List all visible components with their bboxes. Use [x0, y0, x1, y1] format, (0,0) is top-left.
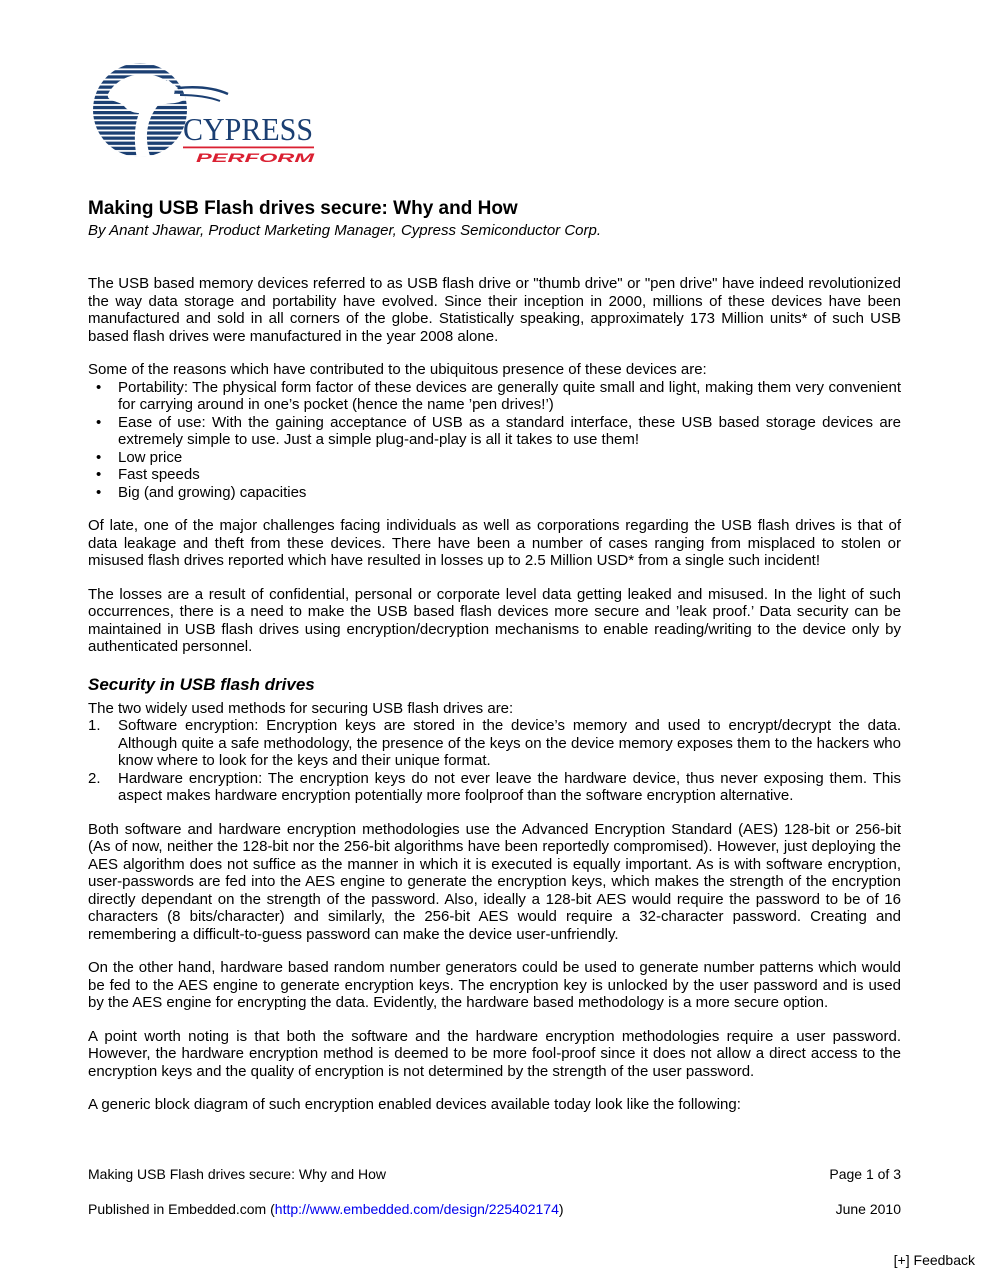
byline: By Anant Jhawar, Product Marketing Manager, Cypress Semiconductor Corp.: [88, 222, 602, 239]
list-item: [88, 379, 901, 414]
bullet-icon: •: [96, 413, 102, 431]
page-title: Making USB Flash drives secure: Why and How: [88, 198, 518, 219]
paragraph-block-diagram-lead: A generic block diagram of such encryption enabled devices available today look like the following:: [88, 1096, 741, 1113]
list-item: [88, 449, 901, 467]
footer-published-row: [88, 1201, 901, 1218]
reasons-intro: Some of the reasons which have contributed to the ubiquitous presence of these devices are:: [88, 361, 707, 378]
list-item-text: Portability: The physical form factor of these devices are generally quite small and light, making them very convenient for carrying around in one’s pocket (hence the name ’pen drives!’): [118, 378, 901, 413]
cypress-logo: [80, 60, 901, 164]
article-content: [88, 60, 901, 1130]
footer-date: June 2010: [835, 1201, 901, 1217]
methods-list: [88, 717, 901, 805]
paragraph-aes: Both software and hardware encryption methodologies use the Advanced Encryption Standard (AES) 128-bit or 256-bit (As of now, neither the 128-bit nor the 256-bit algorithms have been reportedly compromised). However, just deploying the AES algorithm does not suffice as the manner in which it is executed is equally important. As is with software encryption, user-passwords are fed into the AES engine to generate the encryption keys, which makes the strength of the encryption directly dependant on the strength of the password. Also, ideally a 128-bit AES would require the password to be of 16 characters (8 bits/character) and similarly, the 256-bit AES would require a 32-character password. Creating and remembering a difficult-to-guess password can make the device user-unfriendly.: [88, 820, 901, 943]
bullet-icon: •: [96, 483, 102, 501]
list-item: [88, 466, 901, 484]
published-prefix: Published in Embedded.com (: [88, 1201, 275, 1217]
logo-rule: [183, 147, 314, 149]
footer-title-row: [88, 1166, 901, 1183]
globe-tail-stroke: [178, 87, 228, 94]
paragraph-random-generators: On the other hand, hardware based random number generators could be used to generate number patterns which would be fed to the AES engine to generate encryption keys. The encryption key is unlocked by the user password and is used by the AES engine for encrypting the data. Evidently, the hardware based methodology is a more secure option.: [88, 959, 901, 1011]
footer-page-number: Page 1 of 3: [829, 1166, 901, 1182]
footer-published: [88, 1201, 564, 1218]
bullet-icon: •: [96, 378, 102, 396]
list-item: [88, 717, 901, 770]
published-suffix: ): [558, 1201, 564, 1217]
reasons-list: [88, 379, 901, 502]
list-item-text: Low price: [118, 448, 183, 466]
logo-wordmark: CYPRESS: [183, 111, 313, 147]
logo-tagline: PERFORM: [196, 151, 316, 164]
published-url-link[interactable]: http://www.embedded.com/design/225402174: [274, 1201, 559, 1217]
paragraph-intro: The USB based memory devices referred to as USB flash drive or "thumb drive" or "pen drive" have indeed revolutionized the way data storage and portability have evolved. Since their inception in 2000, millions of these devices have been manufactured and sold in all corners of the globe. Statistically speaking, approximately 173 Million units* of such USB based flash drives were manufactured in the year 2008 alone.: [88, 275, 901, 345]
methods-intro: The two widely used methods for securing USB flash drives are:: [88, 699, 514, 717]
section-heading-security: Security in USB flash drives: [88, 674, 315, 694]
list-item-text: Hardware encryption: The encryption keys do not ever leave the hardware device, thus never exposing them. This aspect makes hardware encryption potentially more foolproof than the software encryption alternative.: [118, 769, 901, 804]
bullet-icon: •: [96, 448, 102, 466]
list-item: [88, 484, 901, 502]
paragraph-data-leakage: Of late, one of the major challenges facing individuals as well as corporations regarding the USB flash drives is that of data leakage and theft from these devices. There have been a number of cases ranging from misplaced to stolen or misused flash drives reported which have resulted in losses up to 2.5 Million USD* from a single such incident!: [88, 517, 901, 569]
paragraph-losses: The losses are a result of confidential, personal or corporate level data getting leaked and misused. In the light of such occurrences, there is a need to make the USB based flash devices more secure and ’leak proof.’ Data security can be maintained in USB flash drives using encryption/decryption mechanisms to enable reading/writing to the device only by authenticated personnel.: [88, 585, 901, 655]
list-number: 2.: [88, 769, 101, 787]
bullet-icon: •: [96, 466, 102, 483]
globe-tail-stroke2: [180, 95, 220, 101]
list-item: [88, 414, 901, 449]
list-item: [88, 770, 901, 805]
footer-doc-title: Making USB Flash drives secure: Why and How: [88, 1166, 386, 1182]
list-item-text: Software encryption: Encryption keys are stored in the device’s memory and used to encrypt/decrypt the data. Although quite a safe methodology, the presence of the keys on the device memory exposes them to the hackers who know where to look for the keys and their unique format.: [118, 717, 901, 769]
cypress-logo-graphic: [80, 60, 330, 164]
list-item-text: Ease of use: With the gaining acceptance of USB as a standard interface, these USB based storage devices are extremely simple to use. Just a simple plug-and-play is all it takes to use them!: [118, 413, 901, 448]
paragraph-password-note: A point worth noting is that both the software and the hardware encryption methodologies require a user password. However, the hardware encryption method is deemed to be more fool-proof since it does not allow a direct access to the encryption keys and the quality of encryption is not determined by the strength of the user password.: [88, 1027, 901, 1080]
list-item-text: Big (and growing) capacities: [118, 483, 307, 501]
list-number: 1.: [88, 717, 101, 734]
list-item-text: Fast speeds: [118, 466, 200, 483]
feedback-link[interactable]: [+] Feedback: [893, 1252, 975, 1268]
